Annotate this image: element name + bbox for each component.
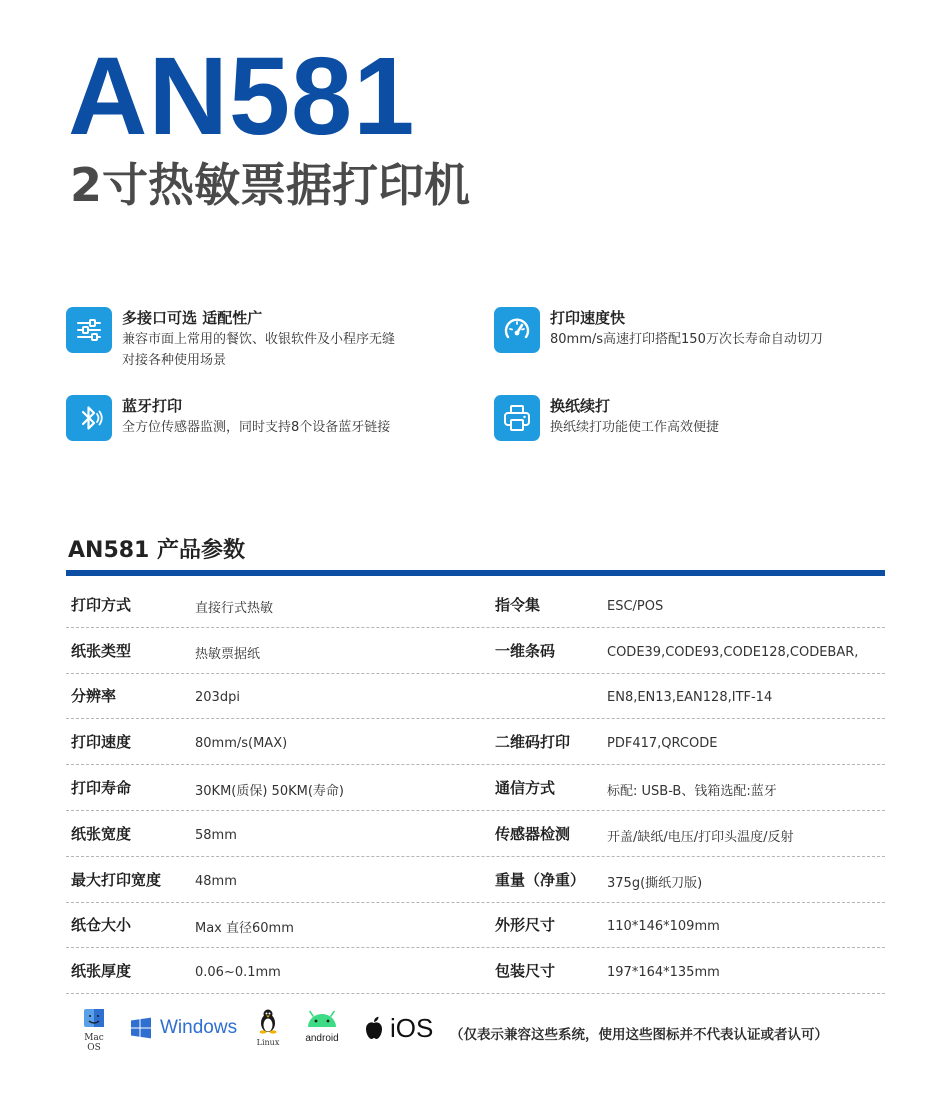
spec-key: 通信方式 bbox=[495, 779, 556, 798]
printer-icon bbox=[494, 395, 540, 441]
tux-icon bbox=[258, 1008, 278, 1034]
linux-logo bbox=[254, 1008, 282, 1048]
feature-title: 多接口可选 适配性广 bbox=[122, 309, 263, 327]
spec-key: 包装尺寸 bbox=[495, 962, 556, 981]
spec-value: Max 直径60mm bbox=[195, 921, 294, 937]
android-robot-icon bbox=[305, 1010, 339, 1028]
spec-value: EN8,EN13,EAN128,ITF-14 bbox=[607, 690, 773, 706]
spec-key: 最大打印宽度 bbox=[71, 870, 162, 889]
windows-logo bbox=[130, 1016, 237, 1040]
feature-desc: 80mm/s高速打印搭配150万次长寿命自动切刀 bbox=[550, 332, 823, 347]
feature-desc: 对接各种使用场景 bbox=[122, 353, 227, 368]
spec-value: 30KM(质保) 50KM(寿命) bbox=[195, 784, 344, 800]
spec-value: 375g(撕纸刀版) bbox=[607, 875, 703, 891]
spec-key: 纸仓大小 bbox=[71, 916, 132, 935]
spec-value: 197*164*135mm bbox=[607, 965, 720, 981]
speedometer-icon bbox=[494, 307, 540, 353]
table-row bbox=[66, 948, 885, 994]
spec-value: 58mm bbox=[195, 827, 237, 843]
spec-key: 外形尺寸 bbox=[495, 916, 556, 935]
macos-label: Mac OS bbox=[84, 1033, 104, 1053]
feature-title: 换纸续打 bbox=[550, 397, 611, 415]
spec-value: 标配: USB-B、钱箱选配:蓝牙 bbox=[607, 784, 777, 800]
spec-value: 开盖/缺纸/电压/打印头温度/反射 bbox=[607, 829, 794, 845]
spec-value: 203dpi bbox=[195, 690, 240, 706]
spec-key: 打印寿命 bbox=[71, 779, 132, 798]
spec-value: 0.06~0.1mm bbox=[195, 965, 281, 981]
table-row bbox=[66, 811, 885, 857]
mac-finder-icon bbox=[83, 1008, 105, 1028]
feature-interfaces bbox=[66, 307, 395, 371]
apple-icon bbox=[364, 1016, 384, 1040]
macos-logo bbox=[76, 1008, 112, 1053]
spec-value: 110*146*109mm bbox=[607, 919, 720, 935]
spec-value: 80mm/s(MAX) bbox=[195, 736, 288, 752]
feature-desc: 兼容市面上常用的餐饮、收银软件及小程序无缝 bbox=[122, 332, 396, 347]
table-row bbox=[66, 765, 885, 811]
bluetooth-icon bbox=[66, 395, 112, 441]
feature-desc: 全方位传感器监测，同时支持8个设备蓝牙链接 bbox=[122, 420, 391, 435]
spec-value: 热敏票据纸 bbox=[195, 646, 261, 662]
table-row bbox=[66, 857, 885, 903]
spec-value: 直接行式热敏 bbox=[195, 600, 274, 616]
feature-bluetooth bbox=[66, 395, 390, 441]
spec-value: CODE39,CODE93,CODE128,CODEBAR, bbox=[607, 644, 859, 660]
windows-label: Windows bbox=[160, 1017, 238, 1038]
spec-value: PDF417,QRCODE bbox=[607, 736, 718, 752]
spec-value: 48mm bbox=[195, 873, 237, 889]
spec-key: 打印速度 bbox=[71, 733, 132, 752]
feature-title: 蓝牙打印 bbox=[122, 397, 183, 415]
spec-key: 传感器检测 bbox=[495, 824, 571, 843]
table-row bbox=[66, 719, 885, 765]
product-subtitle: 2寸热敏票据打印机 bbox=[70, 158, 471, 212]
sliders-icon bbox=[66, 307, 112, 353]
spec-key: 纸张类型 bbox=[71, 641, 132, 660]
feature-speed bbox=[494, 307, 823, 353]
ios-label: iOS bbox=[390, 1012, 434, 1043]
android-label: android bbox=[305, 1033, 339, 1044]
spec-key: 分辨率 bbox=[71, 687, 117, 706]
model-name: AN581 bbox=[68, 35, 416, 158]
spec-value: ESC/POS bbox=[607, 598, 664, 614]
table-row bbox=[66, 582, 885, 628]
spec-key: 指令集 bbox=[495, 595, 541, 614]
spec-key: 二维码打印 bbox=[495, 733, 571, 752]
android-logo bbox=[302, 1010, 342, 1048]
os-compatibility bbox=[76, 1008, 876, 1053]
ios-logo bbox=[364, 1014, 433, 1042]
table-row bbox=[66, 674, 885, 720]
table-row bbox=[66, 903, 885, 949]
specs-title: AN581 产品参数 bbox=[68, 538, 246, 563]
feature-title: 打印速度快 bbox=[550, 309, 626, 327]
spec-key: 打印方式 bbox=[71, 595, 132, 614]
compatibility-note: （仅表示兼容这些系统，使用这些图标并不代表认证或者认可） bbox=[450, 1027, 828, 1043]
spec-table bbox=[66, 582, 885, 994]
table-row bbox=[66, 628, 885, 674]
spec-key: 纸张宽度 bbox=[71, 824, 132, 843]
spec-key: 重量（净重） bbox=[495, 870, 586, 889]
linux-label: Linux bbox=[256, 1038, 280, 1047]
spec-key: 纸张厚度 bbox=[71, 962, 132, 981]
windows-icon bbox=[130, 1017, 152, 1039]
section-divider bbox=[66, 570, 885, 576]
feature-paper-change bbox=[494, 395, 719, 441]
spec-key: 一维条码 bbox=[495, 641, 556, 660]
feature-desc: 换纸续打功能使工作高效便捷 bbox=[550, 420, 720, 435]
